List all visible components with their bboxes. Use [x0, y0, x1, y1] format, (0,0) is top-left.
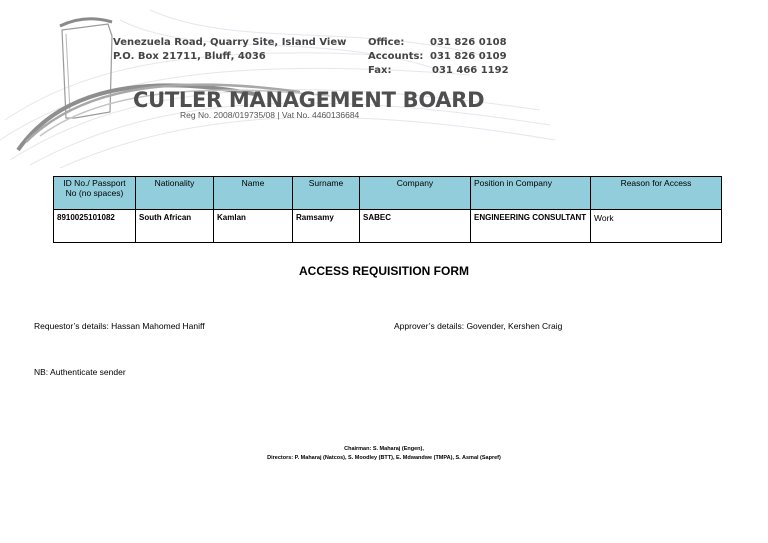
header-nationality: Nationality — [136, 177, 214, 210]
requestor-details: Requestor’s details: Hassan Mahomed Haniff — [34, 321, 205, 331]
company-address — [113, 36, 346, 64]
header-company: Company — [360, 177, 471, 210]
cell-company: SABEC — [360, 210, 471, 243]
cell-nationality: South African — [136, 210, 214, 243]
contact-value: 031 466 1192 — [432, 65, 509, 76]
address-line-1: Venezuela Road, Quarry Site, Island View — [113, 37, 347, 48]
contact-label: Fax: — [368, 65, 392, 76]
contact-label: Accounts: — [368, 51, 424, 62]
contact-row-office — [368, 36, 509, 50]
table-header-row — [54, 177, 722, 210]
approver-details: Approver’s details: Govender, Kershen Craig — [394, 321, 563, 331]
header-position: Position in Company — [471, 177, 591, 210]
cell-name: Kamlan — [214, 210, 293, 243]
cell-reason: Work — [591, 210, 722, 243]
contact-row-fax — [368, 64, 509, 78]
footer-directors-line: Directors: P. Maharaj (Natcos), S. Moodley (BTT), E. Mdwandwe (TMPA), S. Asmal (Sapref) — [267, 455, 501, 461]
header-reason: Reason for Access — [591, 177, 722, 210]
header-surname: Surname — [293, 177, 360, 210]
contact-value: 031 826 0109 — [430, 51, 507, 62]
contact-label: Office: — [368, 37, 405, 48]
footer-directors — [0, 445, 768, 463]
contact-value: 031 826 0108 — [430, 37, 507, 48]
table-row — [54, 210, 722, 243]
cell-position: ENGINEERING CONSULTANT — [471, 210, 591, 243]
contact-row-accounts — [368, 50, 509, 64]
address-line-2: P.O. Box 21711, Bluff, 4036 — [113, 51, 266, 62]
header-id-passport: ID No./ Passport No (no spaces) — [54, 177, 136, 210]
contact-numbers — [368, 36, 509, 78]
access-details-table — [53, 176, 722, 243]
footer-chairman: Chairman: S. Maharaj (Engen), — [344, 446, 424, 452]
organization-name: CUTLER MANAGEMENT BOARD — [133, 88, 485, 112]
registration-line: Reg No. 2008/019735/08 | Vat No. 4460136684 — [180, 110, 360, 120]
nb-note: NB: Authenticate sender — [34, 367, 126, 377]
logo-emblem — [0, 0, 560, 170]
cell-id-number: 8910025101082 — [54, 210, 136, 243]
cell-surname: Ramsamy — [293, 210, 360, 243]
form-title: ACCESS REQUISITION FORM — [298, 264, 469, 278]
header-name: Name — [214, 177, 293, 210]
